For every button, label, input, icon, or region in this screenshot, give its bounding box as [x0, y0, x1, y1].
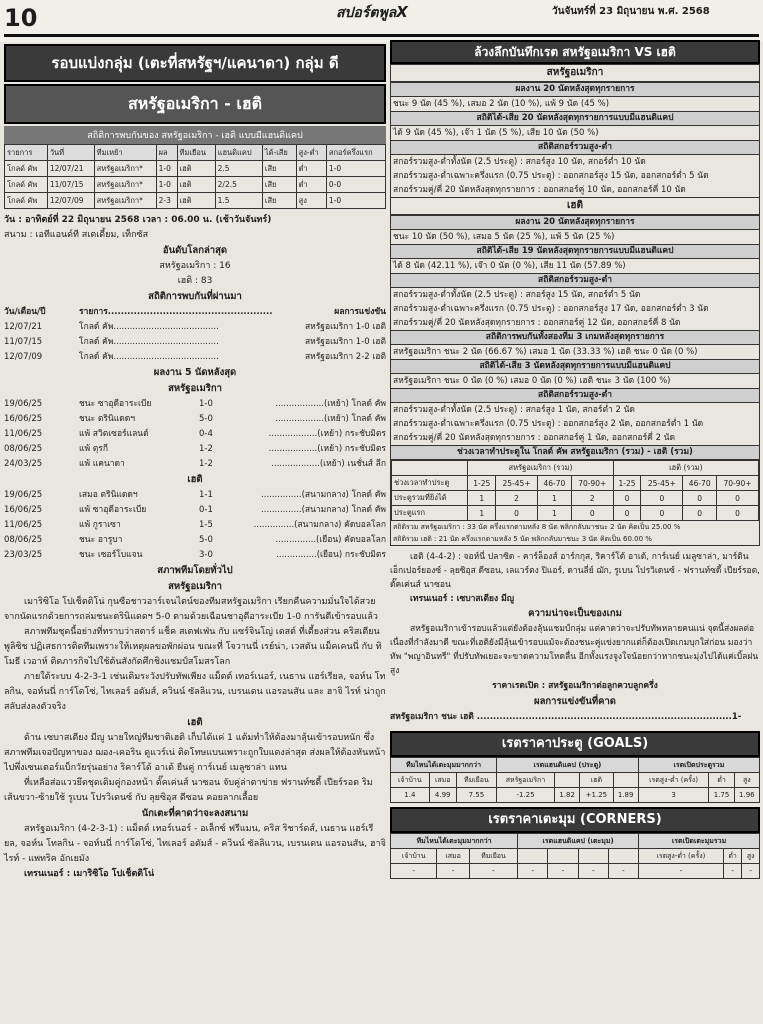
- form-title: ผลงาน 5 นัดหลังสุด: [153, 367, 237, 378]
- h2h-cell: เฮติ: [177, 177, 215, 193]
- goals-header-cell: เสมอ: [429, 773, 456, 788]
- goals-group-row: [391, 758, 760, 773]
- h2h-cell: โกลด์ คัพ: [5, 161, 48, 177]
- period-value: 0: [641, 506, 683, 521]
- past-header-date: วัน/เดือน/ปี: [4, 307, 46, 317]
- h2h-cell: 1.5: [215, 193, 262, 209]
- period-value: 0: [641, 491, 683, 506]
- past-header-result: ผลการแข่งขัน: [334, 307, 386, 317]
- usa-form-list: [4, 397, 386, 472]
- form-row: [4, 412, 386, 427]
- corners-header-cell: ทีมเยือน: [469, 849, 517, 864]
- publication-logo: [336, 2, 408, 24]
- form-date: 19/06/25: [4, 399, 43, 409]
- form-row: [4, 397, 386, 412]
- goals-value-cell: -1.25: [497, 788, 555, 803]
- goals-value-cell: +1.25: [580, 788, 613, 803]
- goals-header-cell: [613, 773, 638, 788]
- goals-value-cell: 1.75: [709, 788, 734, 803]
- period-value: 1: [537, 506, 571, 521]
- usa-s2: สถิติได้-เสีย 20 นัดหลังสุดทุกรายการแบบมีแฮนดิแคป: [391, 111, 759, 126]
- haiti-s1: ผลงาน 20 นัดหลังสุดทุกรายการ: [391, 215, 759, 230]
- venue-line: สนาม : เอทีแอนด์ที สเตเดี้ยม, เท็กซัส: [4, 230, 149, 240]
- form-score: 1-2: [199, 444, 213, 454]
- period-value: 0: [683, 506, 717, 521]
- usa-l3a: สกอร์รวมสูง-ต่ำทั้งนัด (2.5 ประตู) : สกอร์สูง 10 นัด, สกอร์ต่ำ 10 นัด: [393, 157, 646, 167]
- form-score: 1-0: [199, 399, 213, 409]
- h2h-header-cell: ทีมเหย้า: [94, 145, 156, 161]
- goals-value-cell: 4.99: [429, 788, 456, 803]
- period-value: 25-45+: [496, 476, 538, 491]
- issue-date: วันจันทร์ที่ 23 มิถุนายน พ.ศ. 2568: [552, 6, 710, 17]
- goals-value-cell: 1.82: [555, 788, 580, 803]
- period-value: 1: [468, 506, 496, 521]
- past-result: สหรัฐอเมริกา 1-0 เฮติ: [304, 322, 386, 332]
- logo-text: สปอร์ตพูล: [336, 5, 397, 21]
- period-value: 70-90+: [717, 476, 759, 491]
- ranking-title: อันดับโลกล่าสุด: [162, 245, 228, 256]
- usa-stats-box: [390, 64, 760, 546]
- form-venue: ..................(เหย้า) กระชับมิตร: [268, 429, 386, 439]
- predict-title: ผลการแข่งขันที่คาด: [534, 696, 616, 707]
- period-row: [392, 491, 759, 506]
- form-result: ชนะ ซาอุดีอาระเบีย: [79, 399, 152, 409]
- meet-l3c: สกอร์รวมคู่/คี่ 20 นัดหลังสุดทุกรายการ : ออกสกอร์คู่ 1 นัด, ออกสกอร์คี่ 2 นัด: [393, 433, 676, 443]
- corners-group-cell: เรตแฮนดิแคป (เตะมุม): [518, 834, 639, 849]
- form-date: 11/06/25: [4, 429, 43, 439]
- period-value: 0: [683, 491, 717, 506]
- haiti-l3a: สกอร์รวมสูง-ต่ำทั้งนัด (2.5 ประตู) : สกอร์สูง 15 นัด, สกอร์ต่ำ 5 นัด: [393, 290, 641, 300]
- period-value: 0: [613, 506, 641, 521]
- corners-value-cell: -: [548, 864, 578, 879]
- period-value: 0: [613, 491, 641, 506]
- period-value: 0: [717, 491, 759, 506]
- corners-value-cell: -: [437, 864, 469, 879]
- corners-value-cell: -: [723, 864, 742, 879]
- form-venue: ...............(สนามกลาง) โกลด์ คัพ: [261, 505, 386, 515]
- usa-s3: สถิติสกอร์รวมสูง-ต่ำ: [391, 140, 759, 155]
- h2h-cell: 2.5: [215, 161, 262, 177]
- usa-para-1: เมาริซิโอ โปเช็ตติโน่ กุนซือชาวอาร์เจนไตน์ของทีมสหรัฐอเมริกา เรียกคืนความมั่นใจได้สวยจากนัดแรกด้วยการถล่มชนะตรินิแดดฯ 5-0 ตามด้วยเฉือนชาอุดีอาระเบีย 1-0 การันตีเข้ารอบแล้ว: [4, 597, 378, 622]
- past-row: [4, 320, 386, 335]
- haiti-form-label: เฮติ: [187, 474, 203, 485]
- period-value: 0: [496, 506, 538, 521]
- h2h-header-cell: วันที่: [47, 145, 94, 161]
- haiti-coach: เทรนเนอร์ : เซบาสเตียง มีญู: [410, 594, 514, 604]
- form-date: 19/06/25: [4, 490, 43, 500]
- haiti-l3c: สกอร์รวมคู่/คี่ 20 นัดหลังสุดทุกรายการ : ออกสกอร์คู่ 12 นัด, ออกสกอร์คี่ 8 นัด: [393, 318, 681, 328]
- period-title: ช่วงเวลาทำประตูใน โกลด์ คัพ สหรัฐอเมริกา (รวม) - เฮติ (รวม): [391, 445, 759, 460]
- h2h-cell: เสีย: [262, 177, 296, 193]
- period-value: 1-25: [468, 476, 496, 491]
- form-result: แพ้ ตุรกี: [79, 444, 109, 454]
- period-value: 2: [571, 491, 613, 506]
- h2h-cell: เฮติ: [177, 161, 215, 177]
- usa-general-label: สหรัฐอเมริกา: [168, 581, 222, 592]
- form-score: 0-4: [199, 429, 213, 439]
- group-title: รอบแบ่งกลุ่ม (เตะที่สหรัฐฯ/แคนาดา) กลุ่ม ดี: [4, 44, 386, 82]
- period-value: 1: [537, 491, 571, 506]
- logo-x: X: [396, 3, 408, 21]
- match-title: สหรัฐอเมริกา - เฮติ: [4, 84, 386, 124]
- corners-header-cell: เสมอ: [437, 849, 469, 864]
- haiti-form-list: [4, 488, 386, 563]
- form-result: ชนะ อารูบา: [79, 535, 123, 545]
- form-result: แพ้ กูราเซา: [79, 520, 121, 530]
- general-title: สภาพทีมโดยทั่วไป: [157, 565, 233, 576]
- h2h-header-cell: ทีมเยือน: [177, 145, 215, 161]
- corners-group-row: [391, 834, 760, 849]
- corners-header-cell: สูง: [742, 849, 760, 864]
- form-date: 16/06/25: [4, 414, 43, 424]
- h2h-cell: 0-0: [326, 177, 385, 193]
- past-date: 11/07/15: [4, 337, 43, 347]
- lineup-title: นักเตะที่คาดว่าจะลงสนาม: [141, 808, 249, 819]
- form-date: 08/06/25: [4, 444, 43, 454]
- corners-header-cell: เจ้าบ้าน: [391, 849, 437, 864]
- corners-header-cell: ต่ำ: [723, 849, 742, 864]
- h2h-bar: สถิติการพบกันของ สหรัฐอเมริกา - เฮติ แบบมีแฮนดิแคป: [4, 126, 386, 144]
- period-value: 0: [571, 506, 613, 521]
- meet-s1: สถิติการพบกันทั้งสองทีม 3 เกมหลังสุดทุกรายการ: [391, 330, 759, 345]
- form-result: แพ้ ซาอุดีอาระเบีย: [79, 505, 147, 515]
- corners-header-cell: [608, 849, 638, 864]
- past-result: สหรัฐอเมริกา 2-2 เฮติ: [304, 352, 386, 362]
- goals-value-cell: 1.89: [613, 788, 638, 803]
- h2h-header-cell: ได้-เสีย: [262, 145, 296, 161]
- past-meetings-title: สถิติการพบกันที่ผ่านมา: [148, 291, 242, 302]
- meet-l2: สหรัฐอเมริกา ชนะ 0 นัด (0 %) เสมอ 0 นัด (0 %) เฮติ ชนะ 3 นัด (100 %): [393, 376, 671, 386]
- h2h-row: [5, 193, 386, 209]
- form-date: 24/03/25: [4, 459, 43, 469]
- h2h-cell: โกลด์ คัพ: [5, 177, 48, 193]
- form-date: 08/06/25: [4, 535, 43, 545]
- h2h-row: [5, 161, 386, 177]
- h2h-header-cell: สูง-ต่ำ: [296, 145, 326, 161]
- period-label: ช่วงเวลาทำประตู: [392, 476, 468, 491]
- usa-form-label: สหรัฐอเมริกา: [168, 383, 222, 394]
- form-date: 16/06/25: [4, 505, 43, 515]
- goals-header-cell: ทีมเยือน: [456, 773, 496, 788]
- goals-group-cell: เรตแฮนดิแคป (ประตู): [497, 758, 639, 773]
- goals-title: เรตราคาประตู (GOALS): [390, 731, 760, 757]
- haiti-para-2: ที่เหลือส่อแววยึดชุดเดิมคู่กองหน้า ดั๊คเค่นส์ นาซอน จับคู่ล่าตาข่าย ฟรานท์ซดี้ เปียร์รอต ริมเส้นขวา-ซ้ายใช้ รูเบน โปรวิเดนซ์ กับ ลุยซิอุส ดีซอน คอยลากเลื้อย: [4, 778, 373, 803]
- h2h-cell: 1-0: [326, 161, 385, 177]
- haiti-stats-team: เฮติ: [391, 197, 759, 215]
- h2h-row: [5, 177, 386, 193]
- past-date: 12/07/21: [4, 322, 43, 332]
- usa-lineup: สหรัฐอเมริกา (4-2-3-1) : แม็ตต์ เทอร์เนอร์ - อเล็กซ์ ฟรีแมน, คริส ริชาร์ดส์, เนธาน แฮร์เรียล, จอห์น โทลกิน - จอห์นนี่ การ์โดโซ่, ไทเลอร์ อดัมส์ - ควินน์ ซัลลิแวน, เบรนเดน แอรอนสัน, ฮาจิ ไรท์ - แพทริค อักเยมัง: [4, 824, 386, 864]
- meet-l3b: สกอร์รวมสูง-ต่ำเฉพาะครึ่งแรก (0.75 ประตู) : ออกสกอร์สูง 2 นัด, ออกสกอร์ต่ำ 1 นัด: [393, 419, 704, 429]
- form-score: 1-1: [199, 490, 213, 500]
- haiti-para-1: ด้าน เซบาสเตียง มีญู นายใหญ่ทีมชาติเฮติ เก็บได้แค่ 1 แต้มทำให้ต้องมาลุ้นเข้ารอบหนัก ซึ่งสภาพทีมเจอปัญหาของ ฌอง-เคอริน ดูแวร์เน่ ติดโทษแบนเพราะถูกใบแดงล่าสุด ส่งผลให้ต้องหันหน้าไปพึ่งเซนเตอร์แบ็กวัยรุ่นอย่าง ริคาร์โด้ อาเด้ ยืนคู่ การ์เนย์ เมลูซาล่า แทน: [4, 733, 386, 773]
- past-comp: โกลด์ คัพ.......................................: [79, 337, 219, 347]
- h2h-cell: 12/07/21: [47, 161, 94, 177]
- form-venue: ...............(เยือน) คัดบอลโลก: [275, 535, 386, 545]
- form-venue: ...............(สนามกลาง) โกลด์ คัพ: [261, 490, 386, 500]
- goals-header-cell: สหรัฐอเมริกา: [497, 773, 555, 788]
- h2h-header-cell: รายการ: [5, 145, 48, 161]
- h2h-cell: สหรัฐอเมริกา*: [94, 161, 156, 177]
- haiti-l1: ชนะ 10 นัด (50 %), เสมอ 5 นัด (25 %), แพ้ 5 นัด (25 %): [393, 232, 615, 242]
- goals-header-cell: สูง: [734, 773, 759, 788]
- period-note-1: สถิติรวม สหรัฐอเมริกา : 33 นัด ครึ่งแรกตามหลัง 8 นัด พลิกกลับมาชนะ 2 นัด คิดเป็น 25.00 %: [393, 523, 681, 531]
- header-rule: [4, 34, 759, 37]
- corners-header-row: [391, 849, 760, 864]
- usa-l2: ได้ 9 นัด (45 %), เจ๊า 1 นัด (5 %), เสีย 10 นัด (50 %): [393, 128, 599, 138]
- chance-title: ความน่าจะเป็นของเกม: [528, 608, 622, 619]
- predict-line: สหรัฐอเมริกา ชนะ เฮติ ...............................................................................1-: [390, 712, 742, 722]
- h2h-cell: 1-0: [156, 177, 177, 193]
- corners-value-cell: -: [578, 864, 608, 879]
- meet-s3: สถิติสกอร์รวมสูง-ต่ำ: [391, 388, 759, 403]
- corners-value-cell: -: [742, 864, 760, 879]
- goals-value-cell: 7.55: [456, 788, 496, 803]
- form-score: 5-0: [199, 414, 213, 424]
- h2h-cell: โกลด์ คัพ: [5, 193, 48, 209]
- goals-header-cell: เจ้าบ้าน: [391, 773, 430, 788]
- period-header-row: [392, 461, 759, 476]
- haiti-general-label: เฮติ: [187, 717, 203, 728]
- goals-group-cell: เรตเปิดประตูรวม: [638, 758, 759, 773]
- usa-para-3: ภายใต้ระบบ 4-2-3-1 เช่นเดิมระวังปรับทัพเพียง แม็ตต์ เทอร์เนอร์, เนธาน แฮร์เรียล, จอห์น โทลกิน, จอห์นนี่ การ์โดโซ่, ไทเลอร์ อดัมส์, ควินน์ ซัลลิแวน, เบรนเดน แอรอนสัน และ ฮาจิ ไรท์ น่าถูกสลับส่งลงตัวจริง: [4, 672, 386, 712]
- corners-group-cell: เรตเปิดเตะมุมรวม: [639, 834, 760, 849]
- form-row: [4, 488, 386, 503]
- h2h-cell: 12/07/09: [47, 193, 94, 209]
- goals-table: [390, 757, 760, 803]
- past-meetings-list: [4, 320, 386, 365]
- goals-group-cell: ทีมไหนได้เตะมุมมากกว่า: [391, 758, 497, 773]
- form-venue: ...............(สนามกลาง) คัดบอลโลก: [253, 520, 386, 530]
- corners-title: เรตราคาเตะมุม (CORNERS): [390, 807, 760, 833]
- corners-value-cell: -: [469, 864, 517, 879]
- haiti-lineup: เฮติ (4-4-2) : จอห์นี่ ปลาซิด - คาร์ล็องส์ อาร์กกุส, ริคาร์โด้ อาเด้, การ์เนย์ เมลูซาล่า, มาร์ติน เอ็กเปอร์ยองซ์ - ลุยซิอุส ดีซอน, เลแวร์ตง ปิแอร์, ดานลี่ย์ ฌัก, รูเบน โปรวิเดนซ์ - ฟรานท์ซดี้ เปียร์รอต, ดั๊คเค่นส์ นาซอน: [390, 552, 760, 590]
- usa-l3b: สกอร์รวมสูง-ต่ำเฉพาะครึ่งแรก (0.75 ประตู) : ออกสกอร์สูง 15 นัด, ออกสกอร์ต่ำ 5 นัด: [393, 171, 709, 181]
- period-note-2: สถิติรวม เฮติ : 21 นัด ครึ่งแรกตามหลัง 5 นัด พลิกกลับมาชนะ 3 นัด คิดเป็น 60.00 %: [393, 535, 652, 543]
- left-column: [4, 44, 386, 882]
- form-date: 11/06/25: [4, 520, 43, 530]
- corners-value-row: [391, 864, 760, 879]
- form-venue: ..................(เหย้า) เนชั่นส์ ลีก: [271, 459, 386, 469]
- h2h-cell: 11/07/15: [47, 177, 94, 193]
- past-comp: โกลด์ คัพ.......................................: [79, 322, 219, 332]
- past-row: [4, 350, 386, 365]
- form-venue: ...............(เยือน) กระชับมิตร: [276, 550, 386, 560]
- ranking-usa: สหรัฐอเมริกา : 16: [159, 261, 231, 271]
- period-value: 0: [717, 506, 759, 521]
- h2h-cell: สูง: [296, 193, 326, 209]
- corners-value-cell: -: [608, 864, 638, 879]
- period-value: 46-70: [683, 476, 717, 491]
- h2h-cell: เสีย: [262, 193, 296, 209]
- h2h-cell: เสีย: [262, 161, 296, 177]
- form-row: [4, 442, 386, 457]
- h2h-header-row: [5, 145, 386, 161]
- form-result: ชนะ เซอร์โบแจน: [79, 550, 143, 560]
- period-value: 2: [496, 491, 538, 506]
- usa-l3c: สกอร์รวมคู่/คี่ 20 นัดหลังสุดทุกรายการ : ออกสกอร์คู่ 10 นัด, ออกสกอร์คี่ 10 นัด: [393, 185, 686, 195]
- past-result: สหรัฐอเมริกา 1-0 เฮติ: [304, 337, 386, 347]
- period-value: 1-25: [613, 476, 641, 491]
- period-label: ประตูรวมที่ยิงได้: [392, 491, 468, 506]
- corners-header-cell: เรตสูง-ต่ำ (ครั้ง): [639, 849, 724, 864]
- usa-coach: เทรนเนอร์ : เมาริซิโอ โปเช็ตติโน่: [24, 869, 155, 879]
- form-result: แพ้ แคนาดา: [79, 459, 125, 469]
- form-row: [4, 457, 386, 472]
- goals-header-cell: ต่ำ: [709, 773, 734, 788]
- corners-header-cell: [518, 849, 548, 864]
- corners-header-cell: [578, 849, 608, 864]
- haiti-s3: สถิติสกอร์รวมสูง-ต่ำ: [391, 273, 759, 288]
- goals-value-cell: 3: [638, 788, 709, 803]
- h2h-header-cell: ผล: [156, 145, 177, 161]
- form-score: 1-5: [199, 520, 213, 530]
- rate-history-title: ล้วงลึกบันทึกเรต สหรัฐอเมริกา VS เฮติ: [390, 40, 760, 64]
- past-comp: โกลด์ คัพ.......................................: [79, 352, 219, 362]
- period-value: 1: [468, 491, 496, 506]
- chance-para: สหรัฐอเมริกาเข้ารอบแล้วแต่ยังต้องลุ้นแชมป์กลุ่ม แต่คาดว่าจะปรับทัพหลายคนแน่ จุดนี้ส่งผลต่อเนื่องที่กำลังมาดี ขณะที่เฮติยังมีลุ้นเข้ารอบแม้จะต้องชนะคู่แข่งยากแต่ก็ต้องเปิดเกมบุกใส่ก่อน มองว่าทัพ "พญาอินทรี" ที่ปรับทัพเยอะจะขาดความโหดลื่น อีกทั้งแรงจูงใจน้อยกว่าหากชนะมุ่งไปได้แค่เบิ้ลฝนสูง: [390, 624, 759, 676]
- kickoff-line: วัน : อาทิตย์ที่ 22 มิถุนายน 2568 เวลา : 06.00 น. (เช้าวันจันทร์): [4, 215, 272, 225]
- goals-value-row: [391, 788, 760, 803]
- period-value: 25-45+: [641, 476, 683, 491]
- meet-l3a: สกอร์รวมสูง-ต่ำทั้งนัด (2.5 ประตู) : สกอร์สูง 1 นัด, สกอร์ต่ำ 2 นัด: [393, 405, 635, 415]
- h2h-cell: 2-3: [156, 193, 177, 209]
- goals-value-cell: 1.4: [391, 788, 430, 803]
- form-date: 23/03/25: [4, 550, 43, 560]
- period-head-haiti: เฮติ (รวม): [613, 461, 758, 476]
- form-result: เสมอ ตรินิแดดฯ: [79, 490, 138, 500]
- form-row: [4, 503, 386, 518]
- h2h-cell: 1-0: [156, 161, 177, 177]
- goals-header-cell: เฮติ: [580, 773, 613, 788]
- h2h-cell: สหรัฐอเมริกา*: [94, 193, 156, 209]
- form-score: 5-0: [199, 535, 213, 545]
- past-header: [4, 305, 386, 320]
- h2h-cell: 2/2.5: [215, 177, 262, 193]
- meet-l1: สหรัฐอเมริกา ชนะ 2 นัด (66.67 %) เสมอ 1 นัด (33.33 %) เฮติ ชนะ 0 นัด (0 %): [393, 347, 698, 357]
- usa-l1: ชนะ 9 นัด (45 %), เสมอ 2 นัด (10 %), แพ้ 9 นัด (45 %): [393, 99, 610, 109]
- goal-period-table: [391, 460, 759, 521]
- past-row: [4, 335, 386, 350]
- right-column: [390, 40, 760, 879]
- goals-header-row: [391, 773, 760, 788]
- form-venue: ..................(เหย้า) โกลด์ คัพ: [275, 399, 386, 409]
- period-label: ประตูแรก: [392, 506, 468, 521]
- h2h-header-cell: สกอร์ครึ่งแรก: [326, 145, 385, 161]
- corners-header-cell: [548, 849, 578, 864]
- haiti-l3b: สกอร์รวมสูง-ต่ำเฉพาะครึ่งแรก (0.75 ประตู) : ออกสกอร์สูง 17 นัด, ออกสกอร์ต่ำ 3 นัด: [393, 304, 709, 314]
- past-date: 12/07/09: [4, 352, 43, 362]
- haiti-s2: สถิติได้-เสีย 19 นัดหลังสุดทุกรายการแบบมีแฮนดิแคป: [391, 244, 759, 259]
- period-head-usa: สหรัฐอเมริกา (รวม): [468, 461, 613, 476]
- form-row: [4, 533, 386, 548]
- corners-table: [390, 833, 760, 879]
- h2h-cell: ต่ำ: [296, 177, 326, 193]
- form-venue: ..................(เหย้า) กระชับมิตร: [268, 444, 386, 454]
- form-score: 1-2: [199, 459, 213, 469]
- corners-group-cell: ทีมไหนได้เตะมุมมากกว่า: [391, 834, 518, 849]
- goals-value-cell: 1.96: [734, 788, 759, 803]
- page-header: [0, 0, 763, 42]
- form-venue: ..................(เหย้า) โกลด์ คัพ: [275, 414, 386, 424]
- corners-value-cell: -: [518, 864, 548, 879]
- haiti-l2: ได้ 8 นัด (42.11 %), เจ๊า 0 นัด (0 %), เสีย 11 นัด (57.89 %): [393, 261, 626, 271]
- h2h-table: [4, 144, 386, 209]
- corners-value-cell: -: [639, 864, 724, 879]
- ranking-haiti: เฮติ : 83: [177, 276, 213, 286]
- h2h-header-cell: แฮนดิแคป: [215, 145, 262, 161]
- period-head-cell: [392, 461, 468, 476]
- form-result: ชนะ ตรินิแดดฯ: [79, 414, 136, 424]
- period-value: 46-70: [537, 476, 571, 491]
- period-value: 70-90+: [571, 476, 613, 491]
- period-row: [392, 476, 759, 491]
- usa-para-2: สภาพทีมชุดนี้อย่างที่ทราบว่าสตาร์ แช็ค สเตฟเฟ่น กับ แซร์จินโญ่ เดสต์ ที่เดี้ยงส่วน คริสเตียน พูลิซิช ปฏิเสธการติดทีมเพราะให้เหตุผลขอพักผ่อน ขณะที่ โจวานนี่ เรย์น่า, เวสตัน แม็คเคนนี่ กับ ทิโมธี เวอาห์ ติดภารกิจไปใช้ต้นสังกัดศึกชิงแชมป์สโมสรโลก: [4, 627, 382, 667]
- meet-s2: สถิติได้-เสีย 3 นัดหลังสุดทุกรายการแบบมีแฮนดิแคป: [391, 359, 759, 374]
- h2h-cell: 1-0: [326, 193, 385, 209]
- rate-line: ราคาเรตเปิด : สหรัฐอเมริกาต่อลูกควบลูกครึ่ง: [492, 681, 658, 691]
- form-row: [4, 518, 386, 533]
- past-header-comp: รายการ...................................................: [79, 307, 273, 317]
- h2h-cell: สหรัฐอเมริกา*: [94, 177, 156, 193]
- h2h-cell: ต่ำ: [296, 161, 326, 177]
- corners-value-cell: -: [391, 864, 437, 879]
- goals-header-cell: [555, 773, 580, 788]
- page-number: 10: [4, 4, 38, 32]
- usa-s1: ผลงาน 20 นัดหลังสุดทุกรายการ: [391, 82, 759, 97]
- period-row: [392, 506, 759, 521]
- goals-header-cell: เรตสูง-ต่ำ (ครั้ง): [638, 773, 709, 788]
- usa-stats-team: สหรัฐอเมริกา: [391, 65, 759, 82]
- form-score: 0-1: [199, 505, 213, 515]
- form-score: 3-0: [199, 550, 213, 560]
- form-row: [4, 427, 386, 442]
- form-row: [4, 548, 386, 563]
- form-result: แพ้ สวิตเซอร์แลนด์: [79, 429, 149, 439]
- h2h-cell: เฮติ: [177, 193, 215, 209]
